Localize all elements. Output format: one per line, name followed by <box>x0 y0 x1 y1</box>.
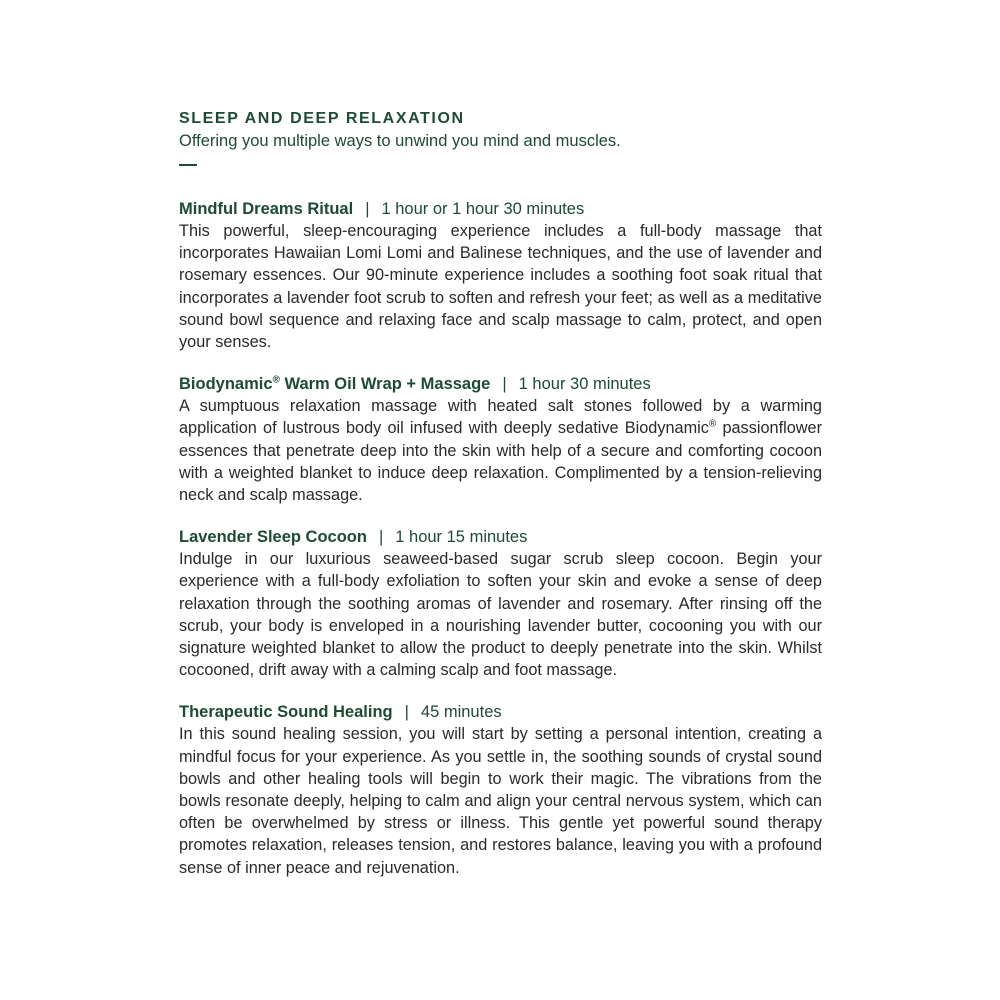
treatment-duration: 1 hour or 1 hour 30 minutes <box>381 200 585 218</box>
treatment-description <box>179 395 822 506</box>
treatment-header <box>179 198 822 220</box>
treatment-header <box>179 526 822 548</box>
treatment-name-part: Biodynamic <box>179 375 273 394</box>
description-part: passionflower essences that penetrate deep into the skin with help of a secure and comforting cocoon with a weighted blanket to induce deep relaxation. Complimented by a tension-relieving neck and scalp massage. <box>179 419 822 505</box>
treatment-lavender-sleep-cocoon <box>179 526 822 681</box>
separator: | <box>378 528 384 547</box>
section-title: SLEEP AND DEEP RELAXATION <box>179 110 465 127</box>
treatment-name-part: Warm Oil Wrap + Massage <box>279 375 491 394</box>
treatment-duration: 45 minutes <box>420 703 502 722</box>
treatment-description: This powerful, sleep-encouraging experience includes a full-body massage that incorporates Hawaiian Lomi Lomi and Balinese techniques, and the use of lavender and rosemary essences. Our 90-minute experience includes a soothing foot soak ritual that incorporates a lavender foot scrub to soften and refresh your feet; as well as a meditative sound bowl sequence and relaxing face and scalp massage to calm, protect, and open your senses. <box>179 222 822 352</box>
treatment-mindful-dreams-ritual <box>179 198 822 353</box>
treatment-header <box>179 701 822 723</box>
treatment-name: Therapeutic Sound Healing <box>179 703 393 722</box>
registered-mark: ® <box>708 419 717 430</box>
treatment-biodynamic-warm-oil-wrap <box>179 373 822 506</box>
treatment-header <box>179 373 822 395</box>
treatment-description: Indulge in our luxurious seaweed-based sugar scrub sleep cocoon. Begin your experience with a full-body exfoliation to soften your skin and evoke a sense of deep relaxation through the soothing aromas of lavender and rosemary. After rinsing off the scrub, your body is enveloped in a nourishing lavender butter, cocooning you with our signature weighted blanket to allow the product to deeply penetrate into the skin. Whilst cocooned, drift away with a calming scalp and foot massage. <box>179 550 822 680</box>
treatment-description: In this sound healing session, you will start by setting a personal intention, creating a mindful focus for your experience. As you settle in, the soothing sounds of crystal sound bowls and other healing tools will begin to work their magic. The vibrations from the bowls resonate deeply, helping to calm and align your central nervous system, which can often be overwhelmed by stress or illness. This gentle yet powerful sound therapy promotes relaxation, releases tension, and restores balance, leaving you with a profound sense of inner peace and rejuvenation. <box>179 725 822 877</box>
separator: | <box>365 200 370 218</box>
treatment-duration: 1 hour 30 minutes <box>518 375 651 394</box>
section-divider <box>179 164 197 166</box>
menu-page <box>179 108 822 879</box>
treatment-name: Mindful Dreams Ritual <box>179 200 354 218</box>
section-subtitle: Offering you multiple ways to unwind you mind and muscles. <box>179 132 621 150</box>
separator: | <box>502 375 507 394</box>
treatment-name: Lavender Sleep Cocoon <box>179 528 367 547</box>
treatment-duration: 1 hour 15 minutes <box>395 528 528 547</box>
registered-mark: ® <box>272 374 280 386</box>
separator: | <box>404 703 409 722</box>
description-part: A sumptuous relaxation massage with heated salt stones followed by a warming application of lustrous body oil infused with deeply sedative Biodynamic <box>179 397 822 438</box>
treatment-name <box>179 375 490 393</box>
treatment-therapeutic-sound-healing <box>179 701 822 878</box>
